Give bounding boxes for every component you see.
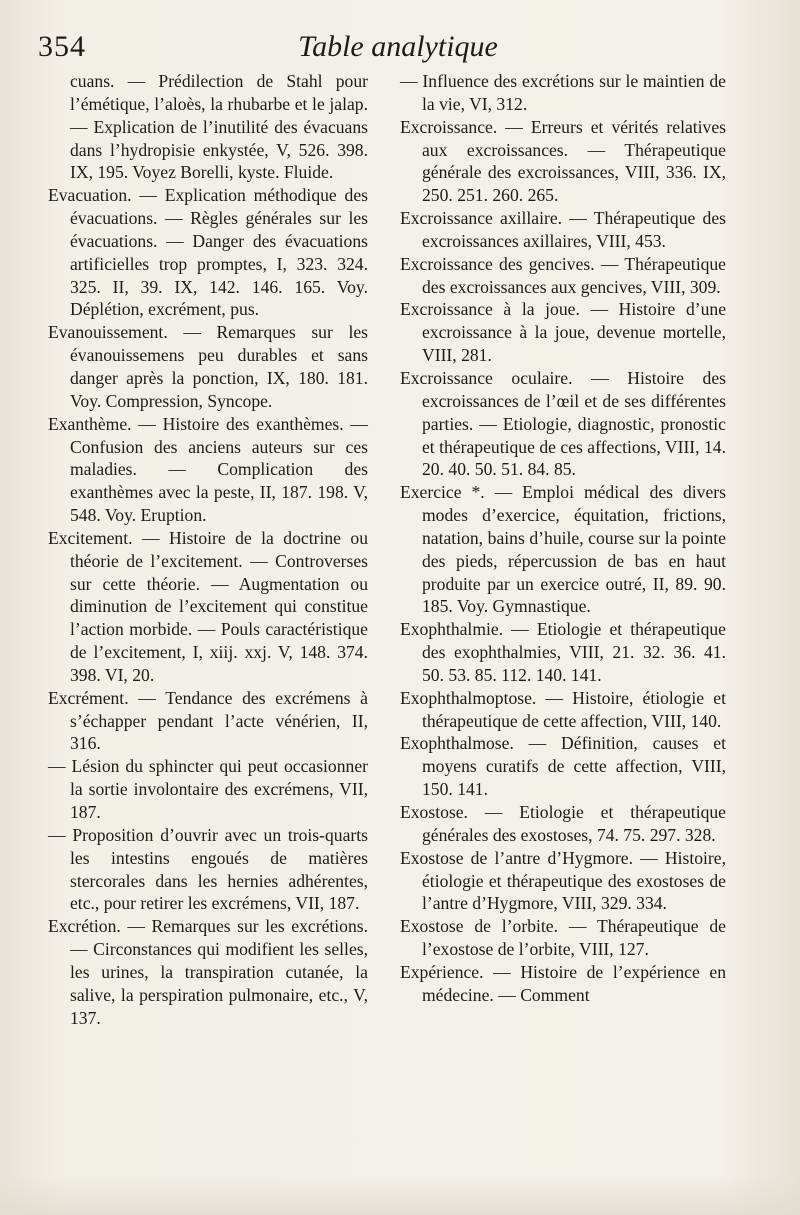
index-entry: — Proposition d’ouvrir avec un trois-quarts les intestins engoués de matières stercorales dans les hernies adhérentes, etc., pour retirer les excrémens, VII, 187. (48, 824, 368, 914)
index-entry: Excroissance à la joue. — Histoire d’une excroissance à la joue, devenue mortelle, VIII, 281. (400, 299, 726, 366)
index-entry: Evanouissement. — Remarques sur les évanouissemens peu durables et sans danger après la ponction, IX, 180. 181. Voy. Compression, Syncope. (48, 322, 368, 411)
index-entry: Exophthalmoptose. — Histoire, étiologie et thérapeutique de cette affection, VIII, 140. (400, 687, 726, 731)
index-entry: — Influence des excrétions sur le maintien de la vie, VI, 312. (400, 71, 726, 114)
index-entry: Excroissance axillaire. — Thérapeutique des excroissances axillaires, VIII, 453. (400, 208, 726, 251)
page-bottom-shadow (0, 1175, 800, 1215)
index-entry: Exercice *. — Emploi médical des divers modes d’exercice, équitation, frictions, natation, bains d’huile, course sur la pointe des pieds, répercussion de bas en haut produite par un exercice outré, II, 89. 90. 185. Voy. Gymnastique. (400, 482, 726, 617)
index-entry: Excrétion. — Remarques sur les excrétions. — Circonstances qui modifient les selles, les urines, la transpiration cutanée, la salive, la perspiration pulmonaire, etc., V, 137. (48, 916, 368, 1028)
left-column (48, 70, 368, 1029)
right-column (400, 70, 726, 1007)
index-entry: Exanthème. — Histoire des exanthèmes. — Confusion des anciens auteurs sur ces maladies. — Complication des exanthèmes avec la peste, II, 187. 198. V, 548. Voy. Eruption. (48, 413, 368, 526)
index-entry: Exophthalmie. — Etiologie et thérapeutique des exophthalmies, VIII, 21. 32. 36. 41. 50. 53. 85. 112. 140. 141. (400, 619, 726, 685)
index-entry: Excroissance. — Erreurs et vérités relatives aux excroissances. — Thérapeutique générale des excroissances, VIII, 336. IX, 250. 251. 260. 265. (400, 116, 726, 206)
index-entry: Exostose de l’antre d’Hygmore. — Histoire, étiologie et thérapeutique des exostoses de l’antre d’Hygmore, VIII, 329. 334. (400, 847, 726, 914)
index-entry: Expérience. — Histoire de l’expérience en médecine. — Comment (400, 961, 726, 1005)
index-entry: Excrément. — Tendance des excrémens à s’échapper pendant l’acte vénérien, II, 316. (48, 687, 368, 754)
index-entry: Evacuation. — Explication méthodique des évacuations. — Règles générales sur les évacuations. — Danger des évacuations artificielles trop promptes, I, 323. 324. 325. II, 39. IX, 142. 146. 165. Voy. Déplétion, excrément, pus. (48, 185, 368, 320)
page-header (38, 30, 758, 70)
running-title: Table analytique (298, 30, 498, 63)
index-entry: Exophthalmose. — Définition, causes et moyens curatifs de cette affection, VIII, 150. 141. (400, 733, 726, 800)
page-number: 354 (38, 30, 86, 63)
index-entry: Excroissance oculaire. — Histoire des excroissances de l’œil et de ses différentes parties. — Etiologie, diagnostic, pronostic et thérapeutique de ces affections, VIII, 14. 20. 40. 50. 51. 84. 85. (400, 367, 726, 480)
index-entry: Excroissance des gencives. — Thérapeutique des excroissances aux gencives, VIII, 309. (400, 253, 726, 297)
index-entry: Excitement. — Histoire de la doctrine ou théorie de l’excitement. — Controverses sur cette théorie. — Augmentation ou diminution de l’excitement qui constitue l’action morbide. — Pouls caractéristique de l’excitement, I, xiij. xxj. V, 148. 374. 398. VI, 20. (48, 527, 368, 685)
index-entry: — Lésion du sphincter qui peut occasionner la sortie involontaire des excrémens, VII, 187. (48, 756, 368, 822)
index-entry: cuans. — Prédilection de Stahl pour l’émétique, l’aloès, la rhubarbe et le jalap. — Explication de l’inutilité des évacuans dans l’hydropisie enkystée, V, 526. 398. IX, 195. Voyez Borelli, kyste. Fluide. (70, 71, 368, 183)
index-entry: Exostose. — Etiologie et thérapeutique générales des exostoses, 74. 75. 297. 328. (400, 802, 726, 845)
index-entry: Exostose de l’orbite. — Thérapeutique de l’exostose de l’orbite, VIII, 127. (400, 916, 726, 960)
